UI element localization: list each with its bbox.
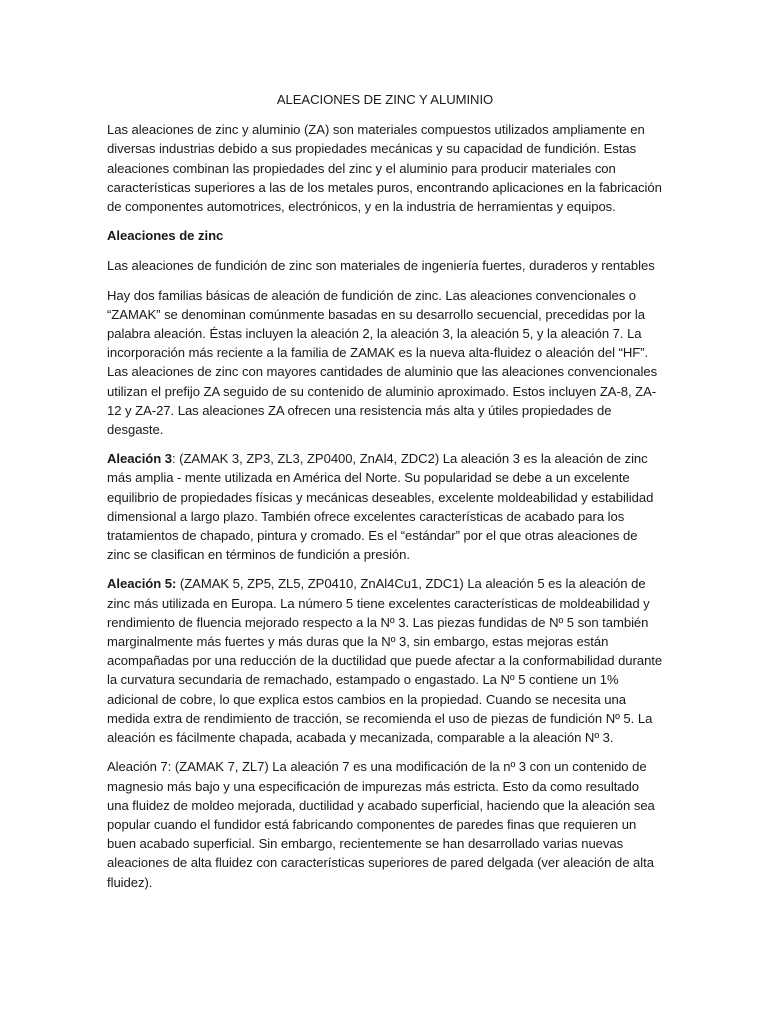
section-intro-paragraph: Las aleaciones de fundición de zinc son materiales de ingeniería fuertes, duraderos y rentables: [107, 258, 655, 274]
document-page: [107, 90, 663, 902]
alloy5-label: Aleación 5:: [107, 576, 177, 592]
alloy5-paragraph: [107, 574, 663, 747]
section-heading: Aleaciones de zinc: [107, 228, 224, 244]
alloy3-paragraph: [107, 449, 663, 564]
families-paragraph: Hay dos familias básicas de aleación de fundición de zinc. Las aleaciones convencionales o “ZAMAK” se denominan comúnmente basadas en su desarrollo secuencial, precedidas por la palabra aleación. Éstas incluyen la aleación 2, la aleación 3, la aleación 5, y la aleación 7. La incorporación más reciente a la familia de ZAMAK es la nueva alta-fluidez o aleación del “HF”. Las aleaciones de zinc con mayores cantidades de aluminio que las aleaciones convencionales utilizan el prefijo ZA seguido de su contenido de aluminio aproximado. Estos incluyen ZA-8, ZA-12 y ZA-27. Las aleaciones ZA ofrecen una resistencia más alta y útiles propiedades de desgaste.: [107, 287, 658, 438]
alloy5-text: (ZAMAK 5, ZP5, ZL5, ZP0410, ZnAl4Cu1, ZDC1) La aleación 5 es la aleación de zinc más utilizada en Europa. La número 5 tiene excelentes características de moldeabilidad y rendimiento de fluencia mejorado respecto a la Nº 3. Las piezas fundidas de Nº 5 son también marginalmente más fuertes y más duras que la Nº 3, sin embargo, estas mejoras están acompañadas por una reducción de la ductilidad que puede afectar a la conformabilidad durante la curvatura secundaria de remachado, estampado o engastado. La Nº 5 contiene un 1% adicional de cobre, lo que explica estos cambios en la propiedad. Cuando se necesita una medida extra de rendimiento de tracción, se recomienda el uso de piezas de fundición Nº 5. La aleación es fácilmente chapada, acabada y mecanizada, comparable a la aleación Nº 3.: [107, 576, 663, 746]
intro-paragraph: Las aleaciones de zinc y aluminio (ZA) son materiales compuestos utilizados ampliamente en diversas industrias debido a sus propiedades mecánicas y su capacidad de fundición. Estas aleaciones combinan las propiedades del zinc y el aluminio para producir materiales con características superiores a las de los metales puros, encontrando aplicaciones en la fabricación de componentes automotrices, electrónicos, y en la industria de herramientas y equipos.: [107, 122, 662, 215]
alloy3-label: Aleación 3: [107, 451, 172, 467]
alloy3-text: : (ZAMAK 3, ZP3, ZL3, ZP0400, ZnAl4, ZDC2) La aleación 3 es la aleación de zinc más amplia - mente utilizada en América del Norte. Su popularidad se debe a un excelente equilibrio de propiedades físicas y mecánicas deseables, excelente moldeabilidad y estabilidad dimensional a largo plazo. También ofrece excelentes características de acabado para los tratamientos de chapado, pintura y cromado. Es el “estándar” por el que otras aleaciones de zinc se clasifican en términos de fundición a presión.: [107, 451, 654, 563]
document-title: ALEACIONES DE ZINC Y ALUMINIO: [276, 92, 494, 107]
alloy7-paragraph: Aleación 7: (ZAMAK 7, ZL7) La aleación 7 es una modificación de la nº 3 con un contenido de magnesio más bajo y una especificación de impurezas más estricta. Esto da como resultado una fluidez de moldeo mejorada, ductilidad y acabado superficial, haciendo que la aleación sea popular cuando el fundidor está fabricando componentes de paredes finas que requieren un buen acabado superficial. Sin embargo, recientemente se han desarrollado varias nuevas aleaciones de alta fluidez con características superiores de pared delgada (ver aleación de alta fluidez).: [107, 759, 655, 890]
